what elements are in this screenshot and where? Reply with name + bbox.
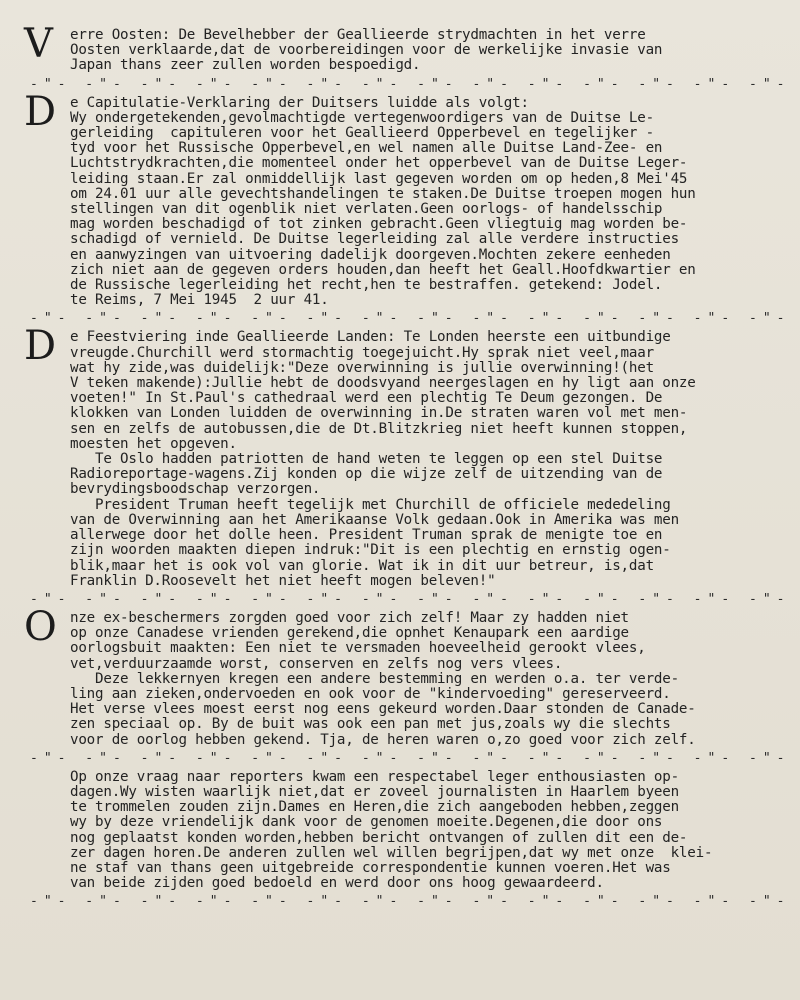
article-line: Franklin D.Roosevelt het niet heeft mogen beleven!"	[70, 572, 496, 589]
article-line: e Feestviering inde Geallieerde Landen: Te Londen heerste een uitbundige	[70, 329, 671, 346]
article-line: ling aan zieken,ondervoeden en ook voor de "kindervoeding" gereserveerd.	[70, 685, 671, 702]
article-line: en aanwyzingen van uitvoering dadelijk doorgeven.Mochten zekere eenheden	[70, 246, 671, 263]
article-verre-oosten	[24, 21, 760, 74]
article-line: e Capitulatie-Verklaring der Duitsers luidde als volgt:	[70, 94, 529, 111]
separator: -"- -"- -"- -"- -"- -"- -"- -"- -"- -"- -"- -"- -"- -"-	[30, 311, 791, 327]
article-line: zer dagen horen.De anderen zullen wel willen begrijpen,dat wy met onze klei-	[70, 844, 713, 861]
article-line: te trommelen zouden zijn.Dames en Heren,die zich aangeboden hebben,zeggen	[70, 799, 679, 816]
article-line: sen en zelfs de autobussen,die de Dt.Blitzkrieg niet heeft kunnen stoppen,	[70, 420, 688, 437]
article-line: Luchtstrydkrachten,die momenteel onder het opperbevel van de Duitse Leger-	[70, 155, 688, 172]
article-line: op onze Canadese vrienden gerekend,die opnhet Kenaupark een aardige	[70, 625, 629, 642]
article-line: bevrydingsboodschap verzorgen.	[70, 481, 321, 498]
article-line: Wy ondergetekenden,gevolmachtigde vertegenwoordigers van de Duitse Le-	[70, 109, 654, 126]
article-line: moesten het opgeven.	[70, 435, 237, 452]
article-line: erre Oosten: De Bevelhebber der Geallieerde strydmachten in het verre	[70, 27, 646, 43]
article-line: Japan thans zeer zullen worden bespoedigd.	[70, 57, 421, 74]
article-line: stellingen van dit ogenblik niet verlaten.Geen oorlogs- of handelsschip	[70, 201, 663, 218]
article-line: Het verse vlees moest eerst nog eens gekeurd worden.Daar stonden de Canade-	[70, 701, 696, 718]
article-line: Radioreportage-wagens.Zij konden op die wijze zelf de uitzending van de	[70, 466, 663, 483]
article-line: zijn woorden maakten diepen indruk:"Dit is een plechtig en ernstig ogen-	[70, 542, 671, 559]
article-line: blik,maar het is ook vol van glorie. Wat ik in dit uur betreur, is,dat	[70, 557, 654, 574]
article-line: mag worden beschadigd of tot zinken gebracht.Geen vliegtuig mag worden be-	[70, 216, 688, 233]
article-line: van de Overwinning aan het Amerikaanse Volk gedaan.Ook in Amerika was men	[70, 511, 679, 528]
drop-cap: O	[24, 603, 57, 650]
article-line: zich niet aan de gegeven orders houden,dan heeft het Geall.Hoofdkwartier en	[70, 261, 696, 278]
article-line: Oosten verklaarde,dat de voorbereidingen voor de werkelijke invasie van	[70, 42, 663, 59]
drop-cap: D	[24, 88, 57, 135]
article-line: Deze lekkernyen kregen een andere bestemming en werden o.a. ter verde-	[70, 670, 679, 687]
article-line: klokken van Londen luidden de overwinning in.De straten waren vol met men-	[70, 405, 688, 422]
article-line: V teken makende):Jullie hebt de doodsvyand neergeslagen en hy ligt aan onze	[70, 375, 696, 392]
article-line: Op onze vraag naar reporters kwam een respectabel leger enthousiasten op-	[70, 768, 679, 785]
separator: -"- -"- -"- -"- -"- -"- -"- -"- -"- -"- -"- -"- -"- -"-	[30, 76, 791, 92]
article-capitulatie	[24, 88, 760, 309]
article-line: zen speciaal op. By de buit was ook een pan met jus,zoals wy die slechts	[70, 716, 671, 733]
article-line: wy by deze vriendelijk dank voor de genomen moeite.Degenen,die door ons	[70, 814, 663, 831]
separator: -"- -"- -"- -"- -"- -"- -"- -"- -"- -"- -"- -"- -"- -"-	[30, 894, 791, 910]
article-line: dagen.Wy wisten waarlijk niet,dat er zoveel journalisten in Haarlem byeen	[70, 783, 679, 800]
separator: -"- -"- -"- -"- -"- -"- -"- -"- -"- -"- -"- -"- -"- -"-	[30, 591, 791, 607]
drop-cap: D	[24, 323, 57, 370]
separator: -"- -"- -"- -"- -"- -"- -"- -"- -"- -"- -"- -"- -"- -"-	[30, 750, 791, 766]
article-line: vreugde.Churchill werd stormachtig toegejuicht.Hy sprak niet veel,maar	[70, 344, 654, 361]
article-line: leiding staan.Er zal onmiddellijk last gegeven worden om op heden,8 Mei'45	[70, 170, 688, 187]
article-line: tyd voor het Russische Opperbevel,en wel namen alle Duitse Land-Zee- en	[70, 140, 663, 157]
article-ex-beschermers	[24, 603, 760, 748]
article-line: wat hy zide,was duidelijk:"Deze overwinning is jullie overwinning!(het	[70, 359, 654, 376]
article-reporters	[70, 770, 760, 892]
article-line: nog geplaatst konden worden,hebben bericht ontvangen of zullen dit een de-	[70, 829, 688, 846]
article-line: Te Oslo hadden patriotten de hand weten te leggen op een stel Duitse	[70, 451, 663, 468]
drop-cap: V	[24, 21, 53, 67]
article-line: nze ex-beschermers zorgden goed voor zich zelf! Maar zy hadden niet	[70, 609, 629, 626]
article-line: voor de oorlog hebben gekend. Tja, de heren waren o,zo goed voor zich zelf.	[70, 731, 696, 748]
article-line: allerwege door het dolle heen. President Truman sprak de menigte toe en	[70, 527, 663, 544]
article-line: schadigd of vernield. De Duitse legerleiding zal alle verdere instructies	[70, 231, 679, 248]
article-feestviering	[24, 323, 760, 589]
article-line: om 24.01 uur alle gevechtshandelingen te staken.De Duitse troepen mogen hun	[70, 185, 696, 202]
article-line: voeten!" In St.Paul's cathedraal werd een plechtig Te Deum gezongen. De	[70, 390, 663, 407]
article-line: gerleiding capituleren voor het Geallieerd Opperbevel en tegelijker -	[70, 125, 654, 142]
article-line: van beide zijden goed bedoeld en werd door ons hoog gewaardeerd.	[70, 875, 604, 892]
article-line: President Truman heeft tegelijk met Churchill de officiele mededeling	[70, 496, 671, 513]
article-line: te Reims, 7 Mei 1945 2 uur 41.	[70, 292, 329, 309]
article-line: ne staf van thans geen uitgebreide correspondentie kunnen voeren.Het was	[70, 859, 671, 876]
article-line: vet,verduurzaamde worst, conserven en zelfs nog vers vlees.	[70, 655, 563, 672]
article-line: oorlogsbuit maakten: Een niet te versmaden hoeveelheid gerookt vlees,	[70, 640, 646, 657]
article-line: de Russische legerleiding het recht,hen te bestraffen. getekend: Jodel.	[70, 277, 663, 294]
